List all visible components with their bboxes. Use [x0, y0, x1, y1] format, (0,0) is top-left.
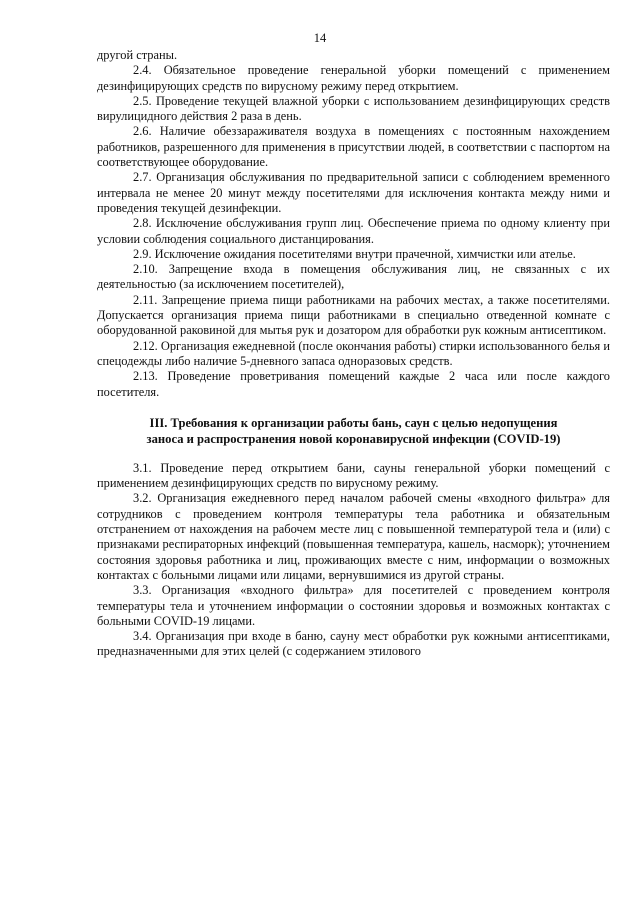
paragraph-2-13: 2.13. Проведение проветривания помещений каждые 2 часа или после каждого посетителя.: [97, 369, 610, 399]
paragraph-3-4: 3.4. Организация при входе в баню, сауну мест обработки рук кожными антисептиками, предназначенными для этих целей (с содержанием этилового: [97, 629, 610, 659]
section-heading: [97, 415, 610, 447]
paragraph-3-3: 3.3. Организация «входного фильтра» для посетителей с проведением контроля температуры тела и уточнением информации о состоянии здоровья и возможных контактах с больными COVID-19 лицами.: [97, 583, 610, 628]
paragraph-3-2: 3.2. Организация ежедневного перед началом рабочей смены «входного фильтра» для сотрудников с проведением контроля температуры тела работника и обязательным отстранением от нахождения на рабочем месте лиц с повышенной температурой тела и (или) с признаками респираторных инфекций (повышенная температура, кашель, насморк); уточнением состояния здоровья работника и лиц, проживающих вместе с ним, информации о возможных контактах с больными лицами или лицами, вернувшимися из другой страны.: [97, 491, 610, 582]
paragraph-2-4: 2.4. Обязательное проведение генеральной уборки помещений с применением дезинфицирующих средств по вирусному режиму перед открытием.: [97, 63, 610, 93]
page-number: 14: [313, 31, 327, 45]
section-heading-line-2: заноса и распространения новой коронавирусной инфекции (COVID-19): [146, 431, 561, 446]
document-body: [97, 48, 610, 660]
paragraph-2-6: 2.6. Наличие обеззараживателя воздуха в помещениях с постоянным нахождением работников, разрешенного для применения в присутствии людей, в соответствии с паспортом на соответствующее оборудование.: [97, 124, 610, 170]
paragraph-2-8: 2.8. Исключение обслуживания групп лиц. Обеспечение приема по одному клиенту при условии соблюдения социального дистанцирования.: [97, 216, 610, 246]
paragraph-2-11: 2.11. Запрещение приема пищи работниками на рабочих местах, а также посетителями. Допускается организация приема пищи работниками в специально отведенной комнате с оборудованной раковиной для мытья рук и дозатором для обработки рук кожным антисептиком.: [97, 292, 610, 338]
paragraph-2-10: 2.10. Запрещение входа в помещения обслуживания лиц, не связанных с их деятельностью (за исключением посетителей),: [97, 262, 610, 292]
paragraph-2-12: 2.12. Организация ежедневной (после окончания работы) стирки использованного белья и спецодежды либо наличие 5-дневного запаса одноразовых средств.: [97, 338, 610, 368]
paragraph-2-9: 2.9. Исключение ожидания посетителями внутри прачечной, химчистки или ателье.: [133, 246, 576, 261]
paragraph-continuation: другой страны.: [97, 48, 178, 62]
paragraph-2-5: 2.5. Проведение текущей влажной уборки с использованием дезинфицирующих средств вирулицидного действия 2 раза в день.: [97, 93, 610, 124]
paragraph-3-1: 3.1. Проведение перед открытием бани, сауны генеральной уборки помещений с применением дезинфицирующих средств по вирусному режиму.: [97, 460, 610, 491]
section-heading-line-1: III. Требования к организации работы бань, саун с целью недопущения: [149, 415, 558, 430]
paragraph-2-7: 2.7. Организация обслуживания по предварительной записи с соблюдением временного интервала не менее 20 минут между посетителями для исключения контакта между ними и проведения текущей дезинфекции.: [97, 170, 610, 215]
